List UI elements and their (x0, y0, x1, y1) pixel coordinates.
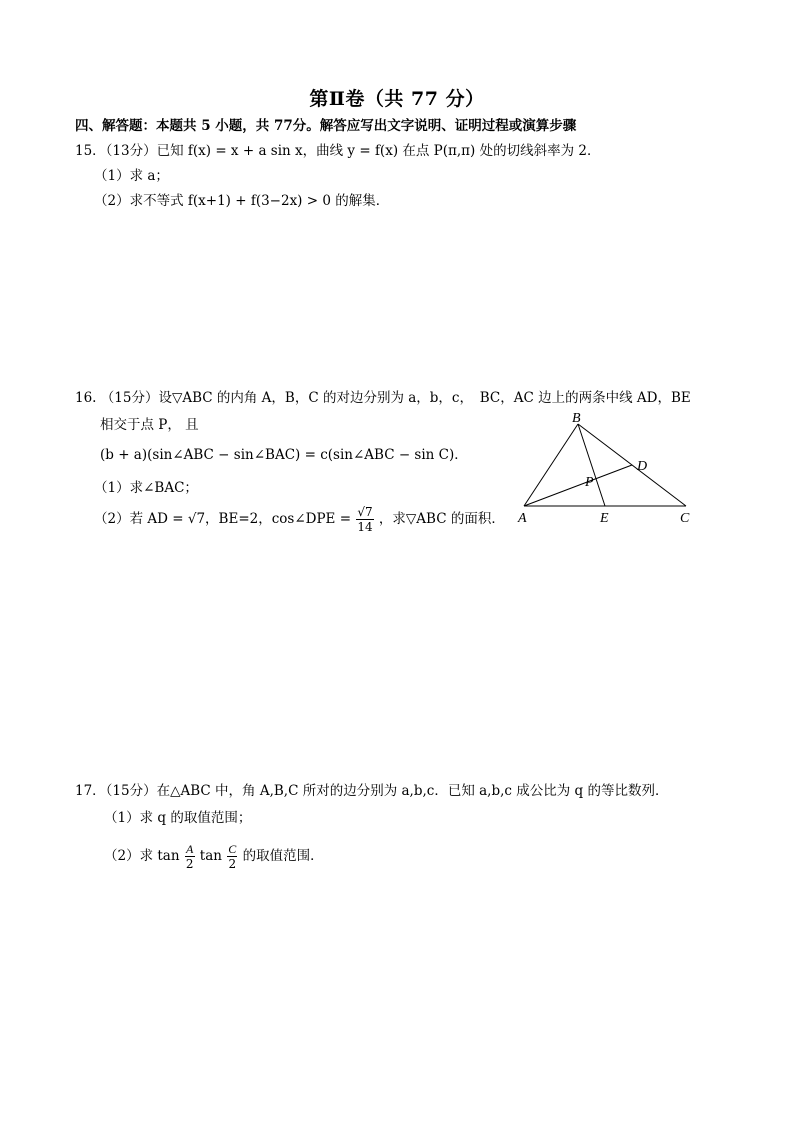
side-ab (524, 424, 578, 506)
label-c: C (680, 511, 690, 526)
q17-stem: 17．（15分）在△ABC 中，角 A,B,C 所对的边分别为 a,b,c．已知 a,b,c 成公比为 q 的等比数列． (75, 783, 669, 799)
label-e: E (600, 511, 609, 526)
median-be (578, 424, 605, 506)
q16-part2-pre: （2）若 AD = √7，BE=2，cos∠DPE = (94, 511, 352, 527)
q17-fraction-c-denominator: 2 (228, 857, 237, 871)
q16-part2-fraction-numerator: √7 (357, 505, 373, 519)
q17-part2-pre: （2）求 tan (104, 848, 180, 864)
page-title: 第Ⅱ卷（共 77 分） (309, 88, 485, 110)
q16-part2 (94, 505, 505, 534)
q17-part2-post: 的取值范围． (242, 848, 324, 864)
label-p: P (585, 475, 594, 490)
q16-stem-line1: 16. （15分）设▽ABC 的内角 A，B，C 的对边分别为 a，b，c， BC，AC 边上的两条中线 AD，BE (75, 390, 691, 406)
q16-part2-fraction-denominator: 14 (357, 520, 373, 534)
q17-part2 (104, 842, 324, 871)
q17-fraction-c-numerator: C (228, 842, 237, 856)
q17-fraction-a-numerator: A (186, 842, 194, 856)
triangle-figure (510, 412, 705, 530)
q16-part2-fraction (356, 505, 373, 534)
q16-part1: （1）求∠BAC； (94, 480, 198, 496)
q15-part1: （1）求 a； (94, 168, 169, 184)
label-d: D (637, 459, 648, 474)
q16-stem-line2: 相交于点 P， 且 (100, 417, 199, 433)
q16-stem-line3: (b + a)(sin∠ABC − sin∠BAC) = c(sin∠ABC − sin C)． (100, 447, 468, 463)
q17-fraction-a-denominator: 2 (185, 857, 194, 871)
label-b: B (572, 412, 581, 426)
q17-part1: （1）求 q 的取值范围； (104, 810, 252, 826)
q17-part2-mid: tan (199, 848, 222, 864)
q17-part2-fraction-c (227, 842, 237, 871)
q15-stem: 15．（13分）已知 f(x) = x + a sin x，曲线 y = f(x) 在点 P(π,π) 处的切线斜率为 2． (75, 143, 601, 159)
median-ad (524, 465, 632, 506)
q15-part2: （2）求不等式 f(x+1) + f(3−2x) > 0 的解集． (94, 193, 390, 209)
q17-part2-fraction-a (185, 842, 195, 871)
section-heading: 四、解答题：本题共 5 小题，共 77分。解答应写出文字说明、证明过程或演算步骤 (75, 118, 577, 134)
label-a: A (518, 511, 527, 526)
q16-part2-post: ，求▽ABC 的面积． (378, 511, 505, 527)
